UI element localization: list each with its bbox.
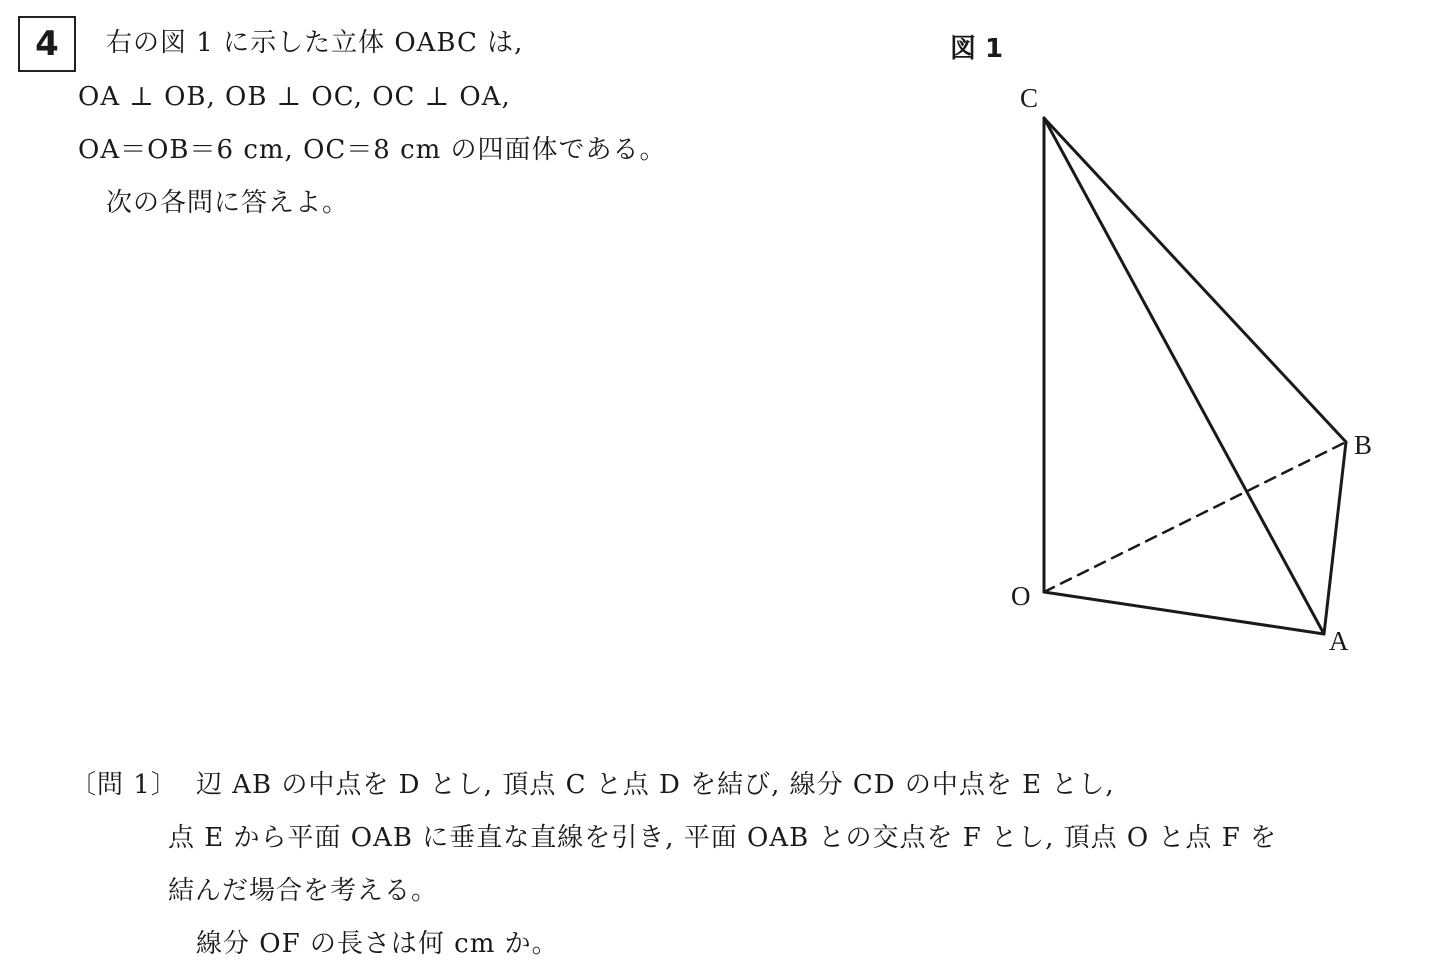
- vertex-label-B: B: [1354, 430, 1373, 460]
- question1-line-3: 結んだ場合を考える。: [168, 876, 439, 906]
- question1-line-1: 辺 AB の中点を D とし, 頂点 C と点 D を結び, 線分 CD の中点を E とし,: [196, 770, 1115, 800]
- vertex-label-A: A: [1329, 626, 1349, 656]
- intro-line-4: 次の各問に答えよ。: [106, 188, 350, 218]
- intro-line-1: 右の図 1 に示した立体 OABC は,: [106, 28, 524, 58]
- intro-line-2: OA ⊥ OB, OB ⊥ OC, OC ⊥ OA,: [78, 82, 511, 112]
- vertex-label-C: C: [1020, 83, 1039, 113]
- question1-line-2: 点 E から平面 OAB に垂直な直線を引き, 平面 OAB との交点を F とし, 頂点 O と点 F を: [168, 823, 1278, 853]
- edge-OA: [1044, 592, 1324, 634]
- edge-CA: [1044, 118, 1324, 634]
- vertex-label-O: O: [1011, 581, 1031, 611]
- figure-title: 図 1: [950, 34, 1004, 64]
- edge-AB: [1324, 442, 1346, 634]
- intro-line-3: OA＝OB＝6 cm, OC＝8 cm の四面体である。: [78, 135, 667, 165]
- question1-line-4: 線分 OF の長さは何 cm か。: [196, 929, 559, 959]
- edge-OB-dashed: [1044, 442, 1346, 592]
- problem-number: 4: [35, 24, 59, 64]
- question1-tag: 〔問 1〕: [70, 770, 178, 800]
